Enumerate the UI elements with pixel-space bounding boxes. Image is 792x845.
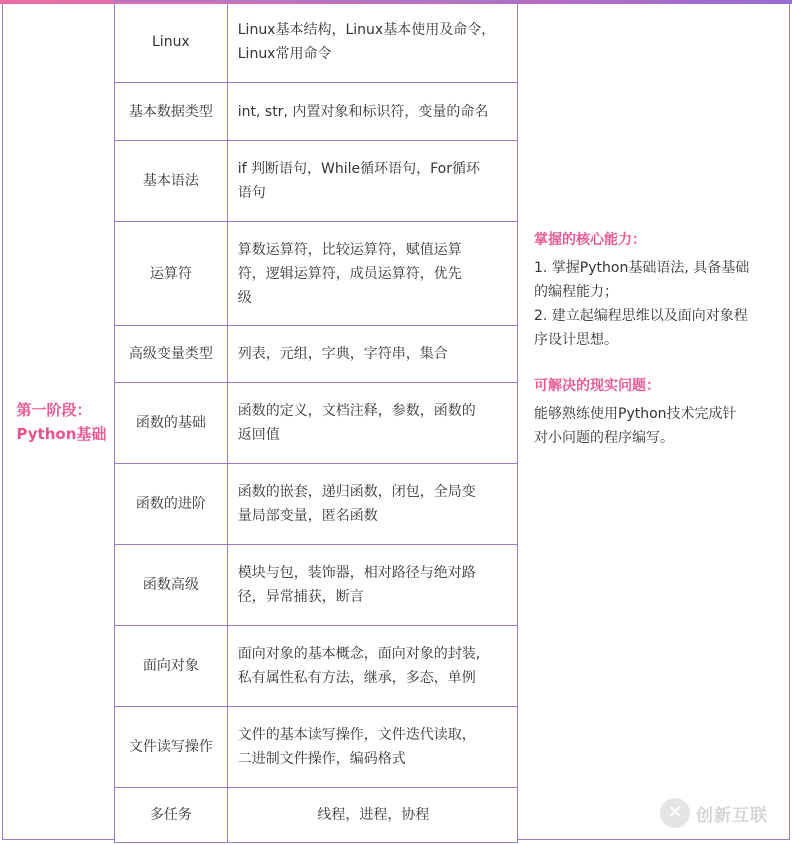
topic-cell: 运算符 xyxy=(115,222,228,326)
content-line: 模块与包，装饰器，相对路径与绝对路 xyxy=(237,565,476,581)
topic-cell: 基本语法 xyxy=(115,141,228,222)
topic-cell: Linux xyxy=(115,1,228,83)
content-line: Linux基本结构，Linux基本使用及命令， xyxy=(237,21,496,38)
content-line: 面向对象的基本概念，面向对象的封装, xyxy=(237,646,481,662)
content-line: 径，异常捕获，断言 xyxy=(237,589,364,605)
stage-title-line1: 第一阶段： xyxy=(16,400,92,419)
watermark xyxy=(660,798,768,828)
core-ability-heading: 掌握的核心能力： xyxy=(534,232,646,248)
table-row xyxy=(115,83,518,141)
table-row xyxy=(115,707,518,788)
content-line: 算数运算符，比较运算符，赋值运算 xyxy=(237,241,462,258)
content-line: Linux常用命令 xyxy=(237,45,332,62)
topic-cell: 面向对象 xyxy=(115,626,228,707)
table-row xyxy=(115,626,518,707)
table-row xyxy=(115,141,518,222)
content-line: 文件的基本读写操作，文件迭代读取， xyxy=(237,727,476,743)
content-line: 线程，进程，协程 xyxy=(317,807,430,823)
outcomes-panel xyxy=(518,0,790,840)
table-row xyxy=(115,383,518,464)
topic-cell: 文件读写操作 xyxy=(115,707,228,788)
table-row xyxy=(115,326,518,383)
outcomes-content xyxy=(534,228,778,450)
x-logo-icon: ✕ xyxy=(660,798,690,828)
content-line: 列表，元组，字典，字符串，集合 xyxy=(237,346,448,362)
content-cell xyxy=(227,464,517,545)
content-cell xyxy=(227,326,517,383)
stage-title xyxy=(9,398,109,446)
topic-cell: 高级变量类型 xyxy=(115,326,228,383)
table-row xyxy=(115,464,518,545)
problem-line: 能够熟练使用Python技术完成针 xyxy=(534,406,737,422)
content-cell xyxy=(227,707,517,788)
content-cell xyxy=(227,83,517,141)
core-ability-text xyxy=(534,256,778,352)
topic-cell: 函数高级 xyxy=(115,545,228,626)
table-row xyxy=(115,788,518,843)
content-line: 二进制文件操作，编码格式 xyxy=(237,751,406,767)
core-line: 序设计思想。 xyxy=(534,332,618,348)
content-cell xyxy=(227,1,517,83)
content-line: 函数的定义，文档注释，参数，函数的 xyxy=(237,403,476,419)
watermark-text: 创新互联 xyxy=(696,805,768,826)
content-line: 符，逻辑运算符，成员运算符，优先 xyxy=(237,265,462,282)
content-line: 私有属性私有方法，继承，多态，单例 xyxy=(237,670,476,686)
content-cell xyxy=(227,545,517,626)
problem-solving-heading: 可解决的现实问题： xyxy=(534,378,660,394)
core-line: 2. 建立起编程思维以及面向对象程 xyxy=(534,308,748,324)
problem-solving-text xyxy=(534,402,778,450)
content-line: 函数的嵌套，递归函数，闭包，全局变 xyxy=(237,484,476,500)
problem-line: 对小问题的程序编写。 xyxy=(534,430,674,446)
topic-cell: 函数的进阶 xyxy=(115,464,228,545)
content-line: 语句 xyxy=(237,185,266,201)
content-cell xyxy=(227,141,517,222)
table-row xyxy=(115,1,518,83)
topic-cell: 多任务 xyxy=(115,788,228,843)
content-line: if 判断语句，While循环语句，For循环 xyxy=(237,161,481,177)
content-line: 级 xyxy=(237,289,252,306)
content-line: 量局部变量，匿名函数 xyxy=(237,508,378,524)
core-line: 1. 掌握Python基础语法, 具备基础 xyxy=(534,260,750,276)
content-cell xyxy=(227,383,517,464)
content-cell xyxy=(227,788,517,843)
topic-cell: 函数的基础 xyxy=(115,383,228,464)
content-line: 返回值 xyxy=(237,427,280,443)
content-line: int, str, 内置对象和标识符，变量的命名 xyxy=(237,103,489,120)
table-row xyxy=(115,222,518,326)
stage-cell xyxy=(2,4,114,840)
table-row xyxy=(115,545,518,626)
core-line: 的编程能力； xyxy=(534,284,618,300)
content-cell xyxy=(227,222,517,326)
topic-cell: 基本数据类型 xyxy=(115,83,228,141)
stage-title-line2: Python基础 xyxy=(16,424,107,443)
curriculum-table xyxy=(114,0,518,843)
content-cell xyxy=(227,626,517,707)
